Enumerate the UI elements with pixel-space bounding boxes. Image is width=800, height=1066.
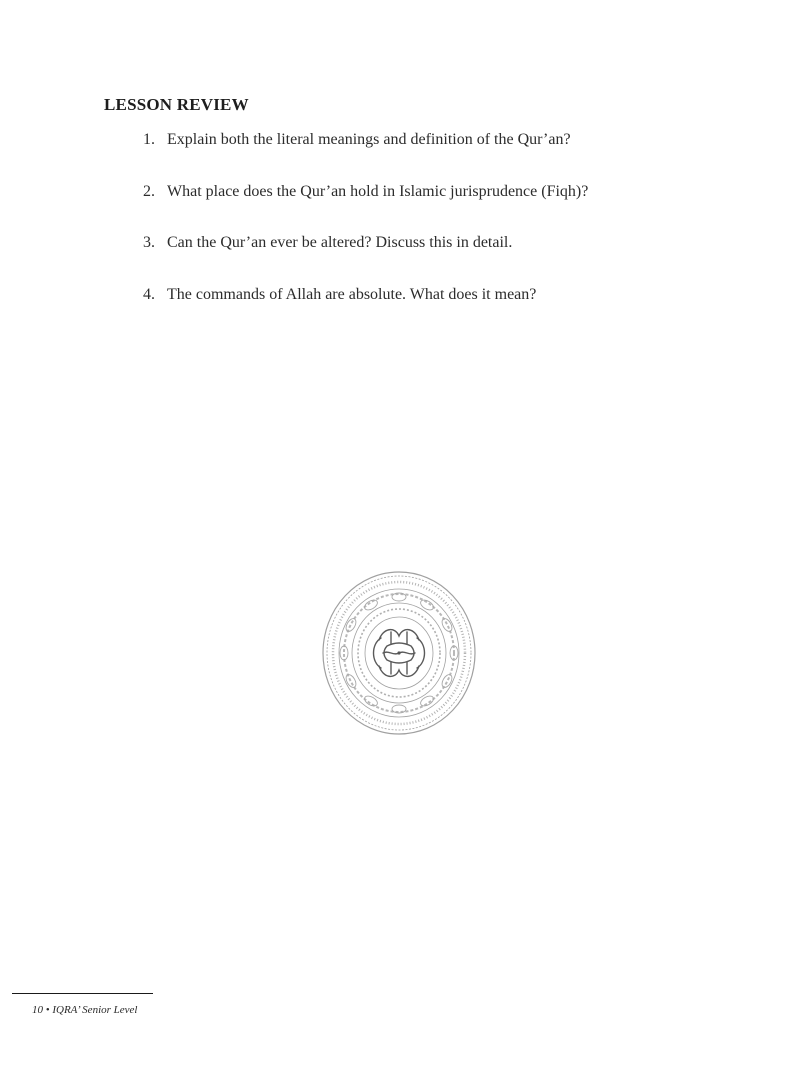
footer-rule <box>12 993 153 994</box>
question-number: 2. <box>143 182 155 200</box>
circular-calligraphy-medallion-icon <box>321 570 477 736</box>
lesson-review-heading: LESSON REVIEW <box>104 95 249 114</box>
question-text: Can the Qur’an ever be altered? Discuss this in detail. <box>167 234 513 251</box>
review-question-list <box>143 128 588 334</box>
review-question-1 <box>143 128 588 152</box>
question-number: 3. <box>143 234 155 251</box>
question-text: The commands of Allah are absolute. What does it mean? <box>167 285 537 303</box>
review-question-4 <box>143 283 588 307</box>
question-text: What place does the Qur’an hold in Islamic jurisprudence (Fiqh)? <box>167 182 589 200</box>
review-question-3 <box>143 231 588 255</box>
question-text: Explain both the literal meanings and definition of the Qur’an? <box>167 131 571 148</box>
question-number: 4. <box>143 285 155 303</box>
review-question-2 <box>143 180 588 204</box>
question-number: 1. <box>143 131 155 148</box>
page-footer: 10 • IQRA’ Senior Level <box>32 1004 138 1016</box>
